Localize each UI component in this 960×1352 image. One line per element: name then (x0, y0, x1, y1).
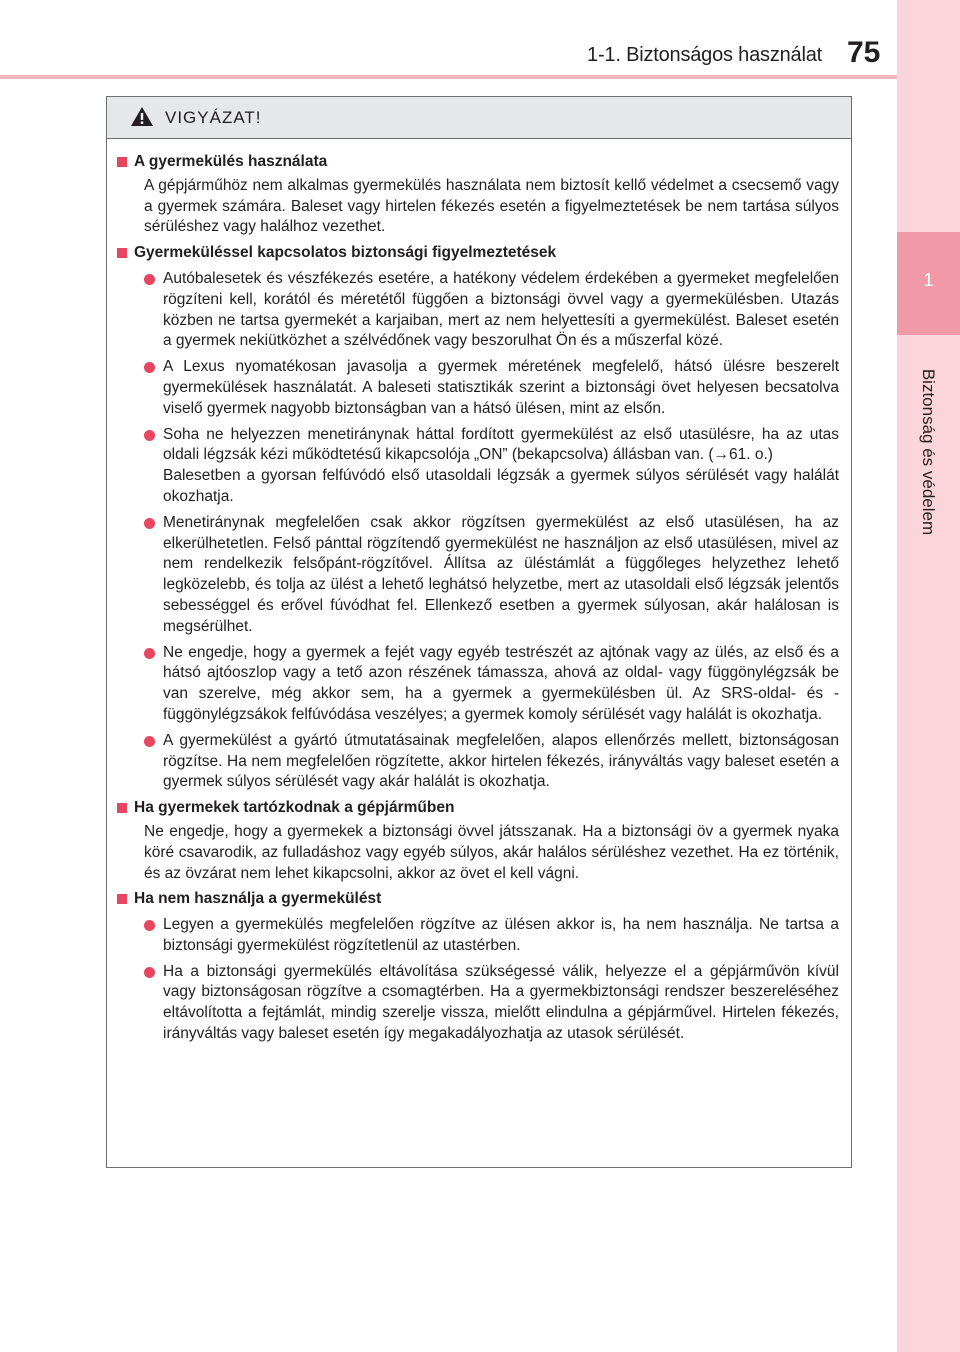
square-bullet-icon (117, 248, 127, 258)
bullet-text: Soha ne helyezzen menetiránynak háttal fordított gyermekülést az első utasülésre, ha az utas oldali légzsák kézi működtetésű kikapcsolója „ON” (bekapcsolva) állásban van. (→61. o.) (163, 425, 839, 464)
circle-bullet-icon (144, 736, 155, 747)
bullet-text: Legyen a gyermekülés megfelelően rögzítve az ülésen akkor is, ha nem használja. Ne tartsa a biztonsági gyermekülést rögzítetlenül az utastérben. (163, 916, 839, 954)
section-heading-text: Gyermeküléssel kapcsolatos biztonsági figyelmeztetések (134, 244, 557, 262)
section-heading-text: A gyermekülés használata (134, 153, 328, 170)
bullet-item (117, 357, 839, 419)
square-bullet-icon (117, 803, 127, 813)
section-heading (117, 152, 839, 173)
section-heading (117, 798, 839, 819)
bullet-item (117, 513, 839, 638)
section-paragraph: Ne engedje, hogy a gyermekek a biztonsági övvel játsszanak. Ha a biztonsági öv a gyermek nyaka köré csavarodik, az fulladáshoz vagy egyéb súlyos, akár halálos sérüléshez vezethet. Ha ez történik, és az övzárat nem lehet kikapcsolni, akkor az övet el kell vágni. (144, 822, 839, 882)
section-heading (117, 243, 839, 264)
bullet-text: A gyermekülést a gyártó útmutatásainak megfelelően, alapos ellenőrzés mellett, biztonságosan rögzítse. Ha nem megfelelően rögzítette, akkor hirtelen fékezés, irányváltás vagy baleset esetén a gyermek súlyos sérülését vagy akár halálát is okozhatja. (163, 731, 839, 791)
circle-bullet-icon (144, 920, 155, 931)
side-band (897, 0, 960, 1352)
square-bullet-icon (117, 157, 127, 167)
chapter-number: 1 (923, 270, 934, 290)
page-number: 75 (847, 36, 881, 69)
chapter-label: Biztonság és védelem (919, 368, 938, 536)
bullet-text: Ne engedje, hogy a gyermek a fejét vagy egyéb testrészét az ajtónak vagy az ülés, az első és a hátsó ajtóoszlop vagy a tető azon részének támassza, ahová az oldal- vagy függönylégzsák be van szerelve, még akkor sem, ha a gyermek a gyermekülésben ül. Az SRS-oldal- és -függönylégzsákok felfúvódása veszélyes; a gyermek komoly sérülését vagy halálát is okozhatja. (163, 643, 839, 723)
section-paragraph: A gépjárműhöz nem alkalmas gyermekülés használata nem biztosít kellő védelmet a csecsemő vagy a gyermek számára. Baleset vagy hirtelen fékezés esetén a figyelmeztetések be nem tartása súlyos sérüléshez vagy halálhoz vezethet. (144, 176, 839, 236)
circle-bullet-icon (144, 648, 155, 659)
bullet-item (117, 962, 839, 1045)
square-bullet-icon (117, 894, 127, 904)
bullet-text: Menetiránynak megfelelően csak akkor rögzítsen gyermekülést az első utasülésen, ha az elkerülhetetlen. Felső pánttal rögzítendő gyermekülést ne használjon az első utasülésen, mivel az nem rendelkezik felsőpánt-rögzítővel. Állítsa az üléstámlát a függőleges helyzethez lehető legközelebb, és tolja az ülést a lehető leghátsó helyzetbe, mert az utasoldali első légzsák jelentős sebességgel és erővel fúvódhat fel. Ellenkező esetben a gyermek súlyosan, akár halálosan is megsérülhet. (163, 513, 839, 635)
bullet-item (117, 643, 839, 726)
bullet-item (117, 731, 839, 793)
circle-bullet-icon (144, 274, 155, 285)
warning-box (106, 96, 852, 1168)
circle-bullet-icon (144, 967, 155, 978)
section-title: 1-1. Biztonságos használat (587, 44, 822, 66)
bullet-text: Ha a biztonsági gyermekülés eltávolítása szükségessé válik, helyezze el a gépjárművön kívül vagy biztonságosan rögzítve a csomagtérben. Ha a gyermekbiztonsági rendszer beszereléséhez eltávolította a fejtámlát, mindig szerelje vissza, mielőtt elindulna a gépjárművel. Hirtelen fékezés, irányváltás vagy baleset esetén így megakadályozhatja az utasok sérülését. (163, 962, 839, 1043)
bullet-text: Autóbalesetek és vészfékezés esetére, a hatékony védelem érdekében a gyermeket megfelelően rögzíteni kell, korától és méretétől függően a biztonsági övvel vagy a gyermekülésben. Utazás közben ne tartsa gyermekét a karjaiban, mert az nem helyettesíti a gyermekülést. Baleset esetén a gyermek nekiütközhet a szélvédőnek vagy beszorulhat Ön és a műszerfal közé. (163, 269, 839, 350)
header-rule (0, 75, 897, 79)
warning-title: VIGYÁZAT! (165, 108, 262, 127)
bullet-item (117, 915, 839, 957)
warning-content (107, 139, 851, 1045)
bullet-item (117, 425, 839, 508)
circle-bullet-icon (144, 430, 155, 441)
section-heading (117, 889, 839, 910)
circle-bullet-icon (144, 518, 155, 529)
section-heading-text: Ha nem használja a gyermekülést (134, 890, 382, 908)
circle-bullet-icon (144, 362, 155, 373)
section-heading-text: Ha gyermekek tartózkodnak a gépjárműben (134, 799, 455, 817)
bullet-text: A Lexus nyomatékosan javasolja a gyermek méretének megfelelő, hátsó ülésre beszerelt gyermekülések használatát. A baleseti statisztikák szerint a biztonsági övet helyesen becsatolva viselő gyermek nagyobb biztonságban van a hátsó ülésen, mint az elsőn. (163, 358, 839, 417)
bullet-text-continued: Balesetben a gyorsan felfúvódó első utasoldali légzsák a gyermek súlyos sérülését vagy halálát okozhatja. (163, 467, 839, 505)
bullet-item (117, 269, 839, 352)
warning-triangle-icon (130, 106, 154, 132)
warning-header (107, 97, 851, 139)
